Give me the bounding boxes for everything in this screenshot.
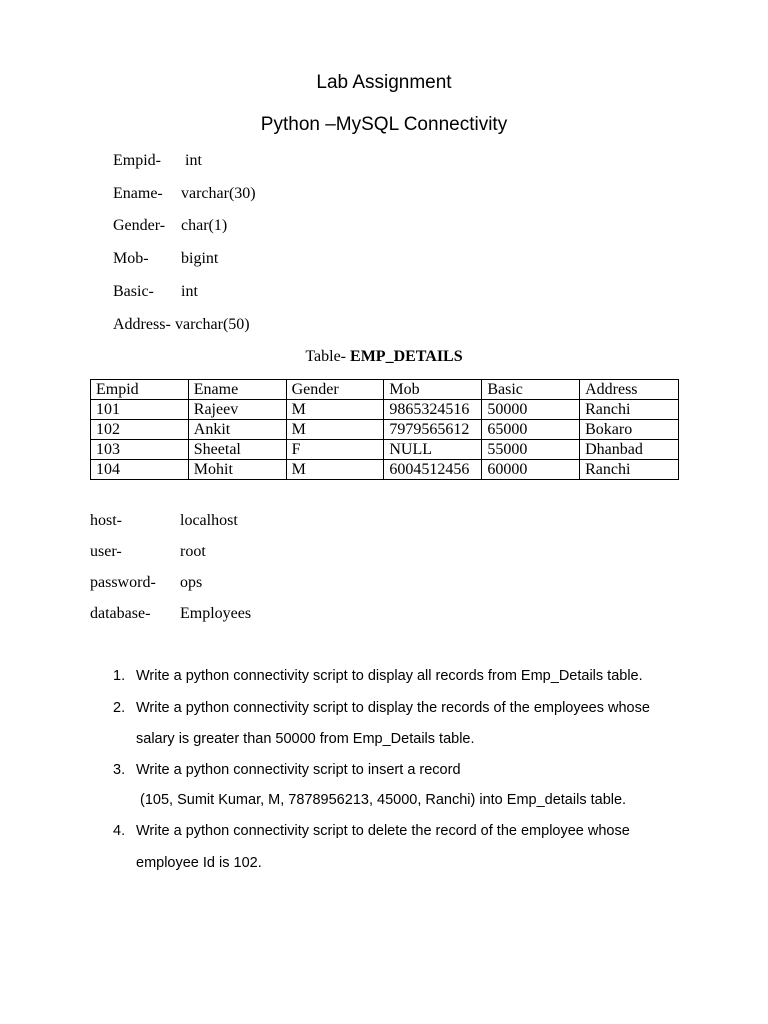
table-caption-name: EMP_DETAILS	[350, 348, 463, 365]
table-cell: M	[286, 460, 384, 480]
table-cell: 55000	[482, 440, 580, 460]
table-cell: 50000	[482, 400, 580, 420]
connection-key: user-	[90, 543, 122, 560]
table-caption-prefix: Table-	[305, 348, 351, 365]
table-cell: 101	[91, 400, 189, 420]
schema-type: int	[185, 152, 202, 169]
table-cell: 103	[91, 440, 189, 460]
question-number: 2.	[113, 700, 126, 716]
table-cell: Ranchi	[580, 400, 679, 420]
schema-field: Basic-	[113, 283, 154, 300]
schema-type: varchar(30)	[181, 185, 256, 202]
table-cell: Ranchi	[580, 460, 679, 480]
table-cell: Rajeev	[188, 400, 286, 420]
table-cell: Mohit	[188, 460, 286, 480]
connection-key: host-	[90, 512, 122, 529]
table-cell: Bokaro	[580, 420, 679, 440]
table-cell: M	[286, 400, 384, 420]
connection-value: ops	[180, 574, 203, 591]
question-text: employee Id is 102.	[136, 855, 262, 871]
schema-field: Gender-	[113, 217, 166, 234]
schema-field: Empid-	[113, 152, 161, 169]
question-text: salary is greater than 50000 from Emp_Details table.	[136, 731, 475, 747]
table-cell: Ankit	[188, 420, 286, 440]
table-cell: 65000	[482, 420, 580, 440]
question-number: 3.	[113, 762, 126, 778]
table-cell: NULL	[384, 440, 482, 460]
column-header: Gender	[286, 380, 384, 400]
table-cell: F	[286, 440, 384, 460]
table-header-row	[91, 380, 679, 400]
column-header: Ename	[188, 380, 286, 400]
question-text: (105, Sumit Kumar, M, 7878956213, 45000, Ranchi) into Emp_details table.	[136, 792, 627, 808]
document-subtitle: Python –MySQL Connectivity	[260, 114, 508, 135]
table-cell: M	[286, 420, 384, 440]
table-row	[91, 460, 679, 480]
table-cell: Sheetal	[188, 440, 286, 460]
question-text: Write a python connectivity script to display all records from Emp_Details table.	[136, 668, 643, 684]
table-caption	[0, 348, 768, 366]
question-text: Write a python connectivity script to delete the record of the employee whose	[136, 823, 630, 839]
schema-type: char(1)	[181, 217, 228, 234]
schema-type: int	[181, 283, 198, 300]
schema-type: varchar(50)	[175, 316, 250, 333]
question-number: 4.	[113, 823, 126, 839]
schema-type: bigint	[181, 250, 219, 267]
table-cell: 104	[91, 460, 189, 480]
schema-field: Ename-	[113, 185, 163, 202]
table-row	[91, 400, 679, 420]
column-header: Basic	[482, 380, 580, 400]
question-text: Write a python connectivity script to display the records of the employees whose	[136, 700, 650, 716]
schema-field: Address-	[113, 316, 171, 333]
table-cell: 60000	[482, 460, 580, 480]
connection-key: database-	[90, 605, 151, 622]
table-cell: 102	[91, 420, 189, 440]
column-header: Mob	[384, 380, 482, 400]
table-cell: 6004512456	[384, 460, 482, 480]
table-cell: 7979565612	[384, 420, 482, 440]
column-header: Address	[580, 380, 679, 400]
document-title: Lab Assignment	[316, 72, 452, 93]
schema-field: Mob-	[113, 250, 149, 267]
question-number: 1.	[113, 668, 126, 684]
table-cell: Dhanbad	[580, 440, 679, 460]
table-row	[91, 440, 679, 460]
table-cell: 9865324516	[384, 400, 482, 420]
question-text: Write a python connectivity script to insert a record	[136, 762, 461, 778]
emp-details-table	[90, 379, 679, 480]
connection-value: Employees	[180, 605, 252, 622]
connection-key: password-	[90, 574, 156, 591]
connection-value: root	[180, 543, 206, 560]
column-header: Empid	[91, 380, 189, 400]
connection-value: localhost	[180, 512, 238, 529]
table-row	[91, 420, 679, 440]
